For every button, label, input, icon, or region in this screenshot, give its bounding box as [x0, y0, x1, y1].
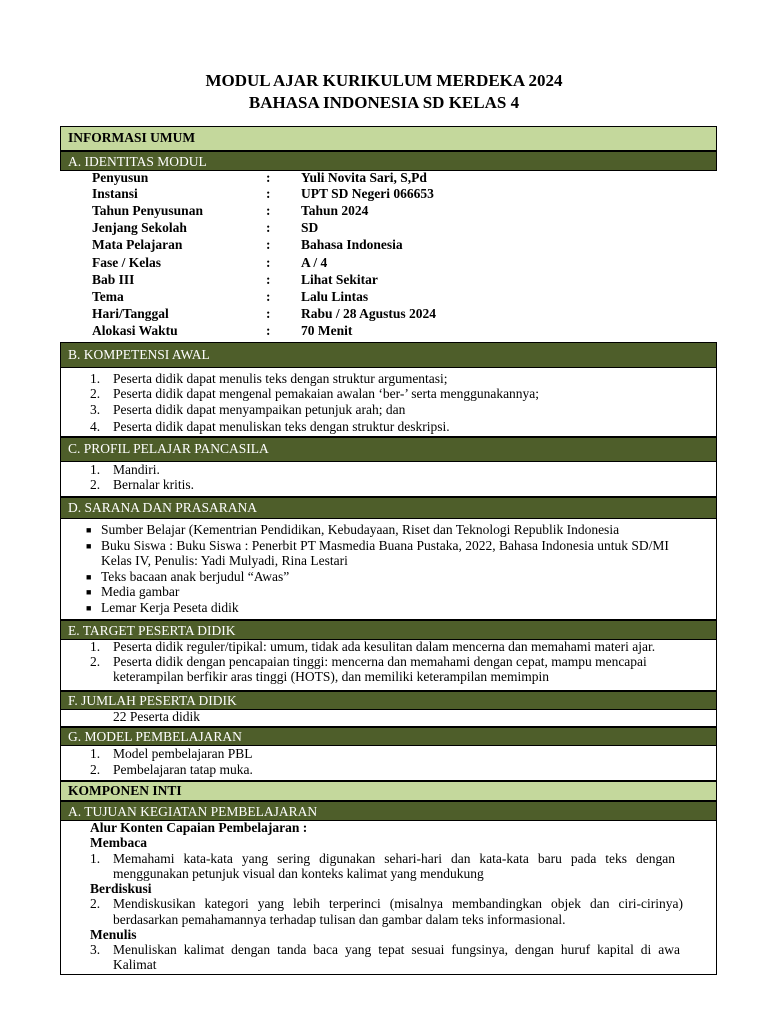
group-label: Menulis	[90, 927, 137, 942]
list-item: Peserta didik reguler/tipikal: umum, tidak ada kesulitan dalam mencerna dan memahami materi ajar.	[113, 639, 656, 654]
list-item: Pembelajaran tatap muka.	[113, 762, 253, 777]
list-number: 2.	[90, 762, 101, 777]
list-item: Peserta didik dapat menulis teks dengan struktur argumentasi;	[113, 371, 448, 386]
identitas-label: Tema	[92, 289, 124, 304]
identitas-value: Lalu Lintas	[301, 289, 369, 304]
bullet-icon: ■	[86, 603, 92, 613]
list-number: 3.	[90, 402, 101, 417]
identitas-value: A / 4	[301, 255, 328, 270]
sarana-prasarana-header: D. SARANA DAN PRASARANA	[60, 497, 717, 519]
list-item-continuation: keterampilan berfikir aras tinggi (HOTS), dan memiliki keterampilan memimpin	[113, 669, 550, 684]
identitas-separator: :	[266, 289, 271, 304]
list-number: 1.	[90, 639, 101, 654]
identitas-label: Mata Pelajaran	[92, 237, 183, 252]
list-item: Lemar Kerja Peseta didik	[101, 600, 239, 615]
list-item-continuation: menggunakan petunjuk visual dan konteks kalimat yang mendukung	[113, 866, 484, 881]
list-item: Peserta didik dapat menuliskan teks dengan struktur deskripsi.	[113, 419, 450, 434]
list-item-continuation: Kalimat	[113, 957, 157, 972]
bullet-icon: ■	[86, 587, 92, 597]
identitas-label: Tahun Penyusunan	[92, 203, 203, 218]
list-item: Peserta didik dengan pencapaian tinggi: mencerna dan memahami dengan cepat, mampu mencapai	[113, 654, 647, 669]
list-item: Model pembelajaran PBL	[113, 746, 253, 761]
list-number: 3.	[90, 942, 101, 957]
profil-pancasila-header: C. PROFIL PELAJAR PANCASILA	[60, 437, 717, 462]
identitas-label: Jenjang Sekolah	[92, 220, 187, 235]
list-item: Buku Siswa : Buku Siswa : Penerbit PT Masmedia Buana Pustaka, 2022, Bahasa Indonesia untuk SD/MI	[101, 538, 669, 553]
list-number: 1.	[90, 371, 101, 386]
identitas-separator: :	[266, 272, 271, 287]
identitas-value: Bahasa Indonesia	[301, 237, 403, 252]
identitas-separator: :	[266, 203, 271, 218]
identitas-separator: :	[266, 237, 271, 252]
identitas-label: Bab III	[92, 272, 135, 287]
list-item-continuation: berdasarkan pemahamannya terhadap tulisan dan gambar dalam teks informasional.	[113, 912, 566, 927]
jumlah-peserta-value: 22 Peserta didik	[113, 709, 200, 724]
identitas-separator: :	[266, 306, 271, 321]
list-item: Memahami kata-kata yang sering digunakan sehari-hari dan kata-kata baru pada teks dengan	[113, 851, 675, 866]
identitas-value: UPT SD Negeri 066653	[301, 186, 434, 201]
model-pembelajaran-header: G. MODEL PEMBELAJARAN	[60, 727, 717, 746]
group-label: Membaca	[90, 835, 147, 850]
list-number: 1.	[90, 746, 101, 761]
list-item: Teks bacaan anak berjudul “Awas”	[101, 569, 290, 584]
list-number: 2.	[90, 896, 101, 911]
list-item: Peserta didik dapat mengenal pemakaian awalan ‘ber-’ serta menggunakannya;	[113, 386, 540, 401]
list-item: Sumber Belajar (Kementrian Pendidikan, Kebudayaan, Riset dan Teknologi Republik Indonesia	[101, 522, 620, 537]
identitas-separator: :	[266, 170, 271, 185]
identitas-label: Penyusun	[92, 170, 149, 185]
target-peserta-header: E. TARGET PESERTA DIDIK	[60, 620, 717, 640]
identitas-separator: :	[266, 186, 271, 201]
identitas-value: SD	[301, 220, 319, 235]
identitas-value: 70 Menit	[301, 323, 353, 338]
document-title-line-1: MODUL AJAR KURIKULUM MERDEKA 2024	[205, 71, 563, 90]
identitas-modul-header: A. IDENTITAS MODUL	[60, 151, 717, 171]
jumlah-peserta-header: F. JUMLAH PESERTA DIDIK	[60, 691, 717, 710]
identitas-separator: :	[266, 323, 271, 338]
list-item: Mandiri.	[113, 462, 160, 477]
list-item: Menuliskan kalimat dengan tanda baca yang tepat sesuai fungsinya, dengan huruf kapital di awa	[113, 942, 680, 957]
list-number: 1.	[90, 462, 101, 477]
list-number: 4.	[90, 419, 101, 434]
identitas-value: Lihat Sekitar	[301, 272, 378, 287]
list-number: 2.	[90, 477, 101, 492]
group-label: Berdiskusi	[90, 881, 152, 896]
bullet-icon: ■	[86, 541, 92, 551]
identitas-separator: :	[266, 220, 271, 235]
identitas-label: Hari/Tanggal	[92, 306, 169, 321]
identitas-label: Alokasi Waktu	[92, 323, 178, 338]
bullet-icon: ■	[86, 572, 92, 582]
informasi-umum-header: INFORMASI UMUM	[60, 126, 717, 151]
identitas-value: Tahun 2024	[301, 203, 369, 218]
identitas-value: Yuli Novita Sari, S,Pd	[301, 170, 427, 185]
identitas-label: Instansi	[92, 186, 138, 201]
list-item: Media gambar	[101, 584, 180, 599]
komponen-inti-header: KOMPONEN INTI	[60, 781, 717, 801]
list-number: 2.	[90, 386, 101, 401]
tujuan-pembelajaran-header: A. TUJUAN KEGIATAN PEMBELAJARAN	[60, 801, 717, 821]
document-title-line-2: BAHASA INDONESIA SD KELAS 4	[248, 93, 520, 112]
list-item: Bernalar kritis.	[113, 477, 194, 492]
list-item: Mendiskusikan kategori yang lebih terperinci (misalnya membandingkan objek dan ciri-cirinya)	[113, 896, 683, 911]
list-number: 1.	[90, 851, 101, 866]
list-item: Peserta didik dapat menyampaikan petunjuk arah; dan	[113, 402, 406, 417]
list-number: 2.	[90, 654, 101, 669]
identitas-separator: :	[266, 255, 271, 270]
identitas-value: Rabu / 28 Agustus 2024	[301, 306, 437, 321]
list-item-continuation: Kelas IV, Penulis: Yadi Mulyadi, Rina Lestari	[101, 553, 348, 568]
kompetensi-awal-header: B. KOMPETENSI AWAL	[60, 342, 717, 368]
alur-konten-heading: Alur Konten Capaian Pembelajaran :	[90, 820, 308, 835]
identitas-label: Fase / Kelas	[92, 255, 161, 270]
bullet-icon: ■	[86, 525, 92, 535]
